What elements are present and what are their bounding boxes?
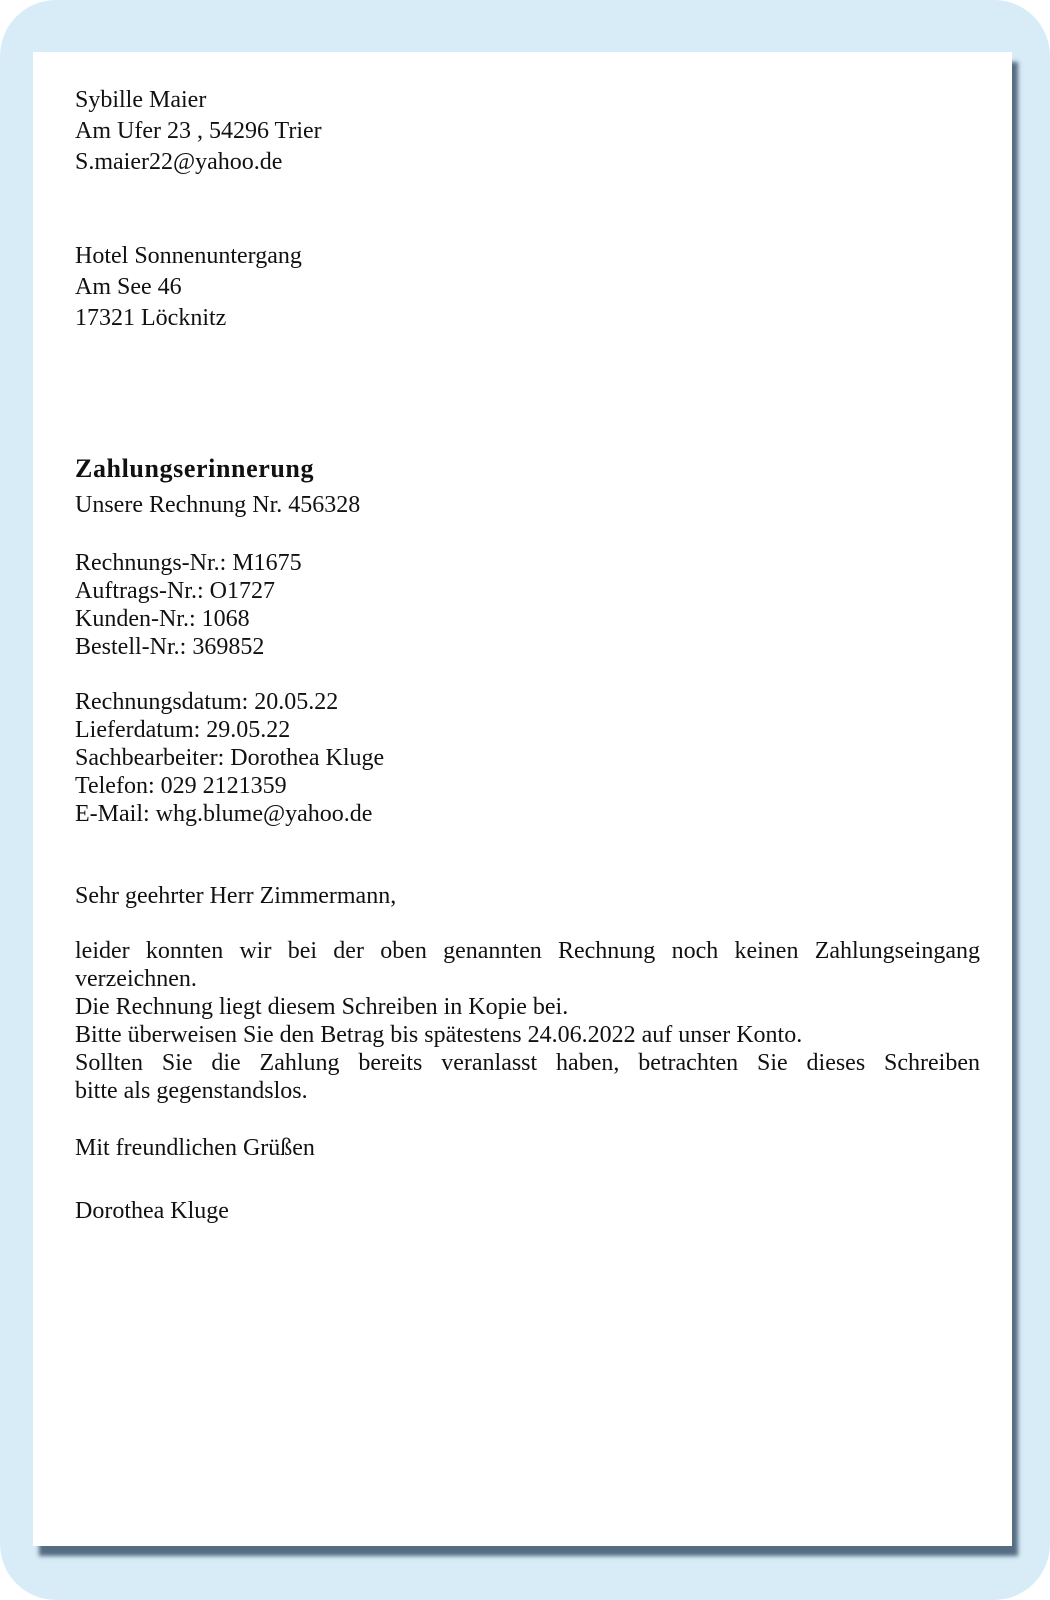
body-line: bitte als gegenstandslos. [75, 1078, 308, 1104]
body-paragraph [75, 937, 980, 1105]
body-line: Die Rechnung liegt diesem Schreiben in Kopie bei. [75, 994, 569, 1020]
recipient-street: Am See 46 [75, 274, 182, 300]
invoice-number: Rechnungs-Nr.: M1675 [75, 550, 302, 576]
invoice-reference: Unsere Rechnung Nr. 456328 [75, 492, 361, 518]
body-line: verzeichnen. [75, 966, 197, 992]
salutation: Sehr geehrter Herr Zimmermann, [75, 883, 397, 909]
body-line: Bitte überweisen Sie den Betrag bis spätestens 24.06.2022 auf unser Konto. [75, 1022, 803, 1048]
customer-number: Kunden-Nr.: 1068 [75, 606, 250, 632]
sender-email: S.maier22@yahoo.de [75, 149, 283, 175]
phone: Telefon: 029 2121359 [75, 773, 287, 799]
closing: Mit freundlichen Grüßen [75, 1135, 315, 1161]
recipient-name: Hotel Sonnenuntergang [75, 243, 302, 269]
sender-name: Sybille Maier [75, 87, 207, 113]
recipient-city: 17321 Löcknitz [75, 305, 227, 331]
letter-title: Zahlungserinnerung [75, 454, 315, 483]
sender-address: Am Ufer 23 , 54296 Trier [75, 118, 322, 144]
purchase-order-number: Bestell-Nr.: 369852 [75, 634, 265, 660]
clerk: Sachbearbeiter: Dorothea Kluge [75, 745, 385, 771]
signature: Dorothea Kluge [75, 1198, 229, 1224]
invoice-date: Rechnungsdatum: 20.05.22 [75, 689, 339, 715]
order-number: Auftrags-Nr.: O1727 [75, 578, 275, 604]
body-line: leider konnten wir bei der oben genannten Rechnung noch keinen Zahlungseingang [75, 938, 980, 964]
body-line: Sollten Sie die Zahlung bereits veranlasst haben, betrachten Sie dieses Schreiben [75, 1050, 980, 1076]
contact-email: E-Mail: whg.blume@yahoo.de [75, 801, 373, 827]
delivery-date: Lieferdatum: 29.05.22 [75, 717, 291, 743]
